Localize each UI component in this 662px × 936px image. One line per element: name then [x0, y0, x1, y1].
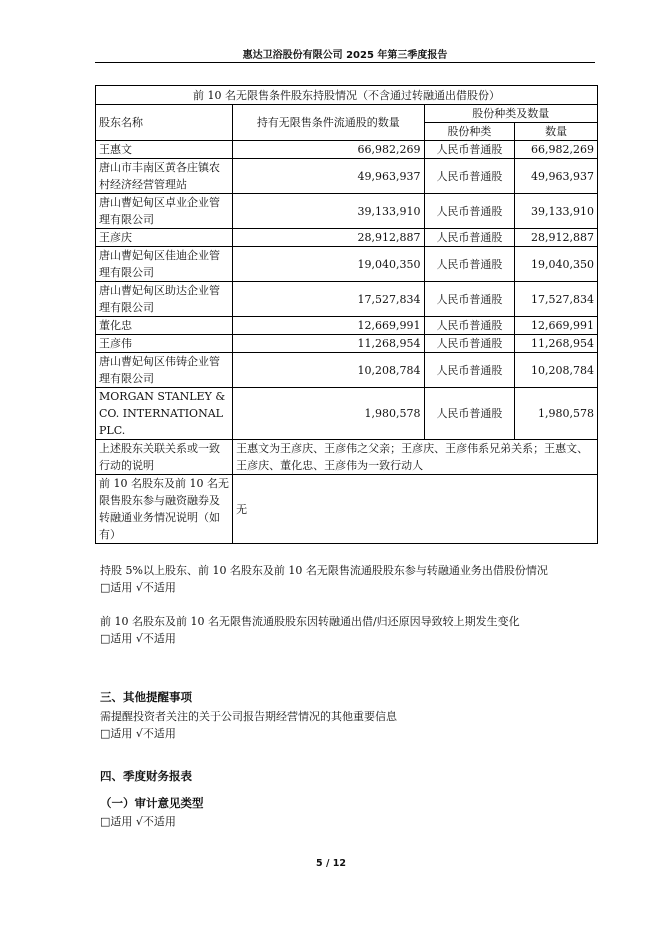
- section-other-reminders: 三、其他提醒事项: [100, 690, 192, 704]
- holder-kind: 人民币普通股: [424, 194, 515, 229]
- table-row: [96, 317, 598, 335]
- holder-name: MORGAN STANLEY & CO. INTERNATIONAL PLC.: [96, 388, 233, 440]
- other-reminders-text: 需提醒投资者关注的关于公司报告期经营情况的其他重要信息: [100, 710, 397, 723]
- holder-qty: 39,133,910: [233, 194, 424, 229]
- holder-kind: 人民币普通股: [424, 388, 515, 440]
- holder-kind: 人民币普通股: [424, 282, 515, 317]
- holder-count: 66,982,269: [515, 141, 598, 159]
- holder-kind: 人民币普通股: [424, 247, 515, 282]
- holder-name: 唐山曹妃甸区助达企业管理有限公司: [96, 282, 233, 317]
- holder-name: 董化忠: [96, 317, 233, 335]
- lending-applicability: □适用 √不适用: [100, 581, 176, 594]
- holder-qty: 17,527,834: [233, 282, 424, 317]
- holder-kind: 人民币普通股: [424, 317, 515, 335]
- holder-kind: 人民币普通股: [424, 353, 515, 388]
- holder-name: 唐山曹妃甸区佳迪企业管理有限公司: [96, 247, 233, 282]
- holder-kind: 人民币普通股: [424, 229, 515, 247]
- table-row: [96, 159, 598, 194]
- holder-qty: 10,208,784: [233, 353, 424, 388]
- holder-qty: 12,669,991: [233, 317, 424, 335]
- table-row: [96, 353, 598, 388]
- holder-name: 王彦伟: [96, 335, 233, 353]
- holder-name: 唐山曹妃甸区伟铸企业管理有限公司: [96, 353, 233, 388]
- relation-text: 王惠文为王彦庆、王彦伟之父亲；王彦庆、王彦伟系兄弟关系；王惠文、王彦庆、董化忠、王彦伟为一致行动人: [233, 440, 598, 475]
- header-unrestricted-qty: 持有无限售条件流通股的数量: [233, 105, 424, 141]
- holder-name: 王彦庆: [96, 229, 233, 247]
- holder-name: 唐山曹妃甸区卓业企业管理有限公司: [96, 194, 233, 229]
- audit-opinion-applicability: □适用 √不适用: [100, 815, 176, 828]
- relation-label: 上述股东关联关系或一致行动的说明: [96, 440, 233, 475]
- table-row: [96, 282, 598, 317]
- holder-qty: 19,040,350: [233, 247, 424, 282]
- holder-count: 11,268,954: [515, 335, 598, 353]
- other-reminders-applicability: □适用 √不适用: [100, 727, 176, 740]
- lending-change-disclosure: 前 10 名股东及前 10 名无限售流通股股东因转融通出借/归还原因导致较上期发生变化: [100, 615, 520, 628]
- section-financial-statements: 四、季度财务报表: [100, 769, 192, 783]
- lending-disclosure: 持股 5%以上股东、前 10 名股东及前 10 名无限售流通股股东参与转融通业务出借股份情况: [100, 564, 548, 577]
- holder-count: 19,040,350: [515, 247, 598, 282]
- holder-qty: 66,982,269: [233, 141, 424, 159]
- holder-kind: 人民币普通股: [424, 141, 515, 159]
- holder-count: 17,527,834: [515, 282, 598, 317]
- page-number: 5 / 12: [316, 858, 346, 869]
- holder-count: 39,133,910: [515, 194, 598, 229]
- header-share-count: 数量: [515, 123, 598, 141]
- holder-count: 1,980,578: [515, 388, 598, 440]
- table-row: [96, 388, 598, 440]
- holder-kind: 人民币普通股: [424, 335, 515, 353]
- holder-qty: 1,980,578: [233, 388, 424, 440]
- margin-trading-label: 前 10 名股东及前 10 名无限售股东参与融资融券及转融通业务情况说明（如有）: [96, 475, 233, 544]
- report-header: 惠达卫浴股份有限公司 2025 年第三季度报告: [242, 50, 448, 61]
- holder-qty: 11,268,954: [233, 335, 424, 353]
- header-share-kind: 股份种类: [424, 123, 515, 141]
- lending-change-applicability: □适用 √不适用: [100, 632, 176, 645]
- top10-unrestricted-holders-table: [95, 85, 598, 544]
- holder-kind: 人民币普通股: [424, 159, 515, 194]
- header-share-kind-qty: 股份种类及数量: [424, 105, 597, 123]
- table-row: [96, 194, 598, 229]
- holder-qty: 49,963,937: [233, 159, 424, 194]
- holder-count: 49,963,937: [515, 159, 598, 194]
- holder-count: 12,669,991: [515, 317, 598, 335]
- holder-name: 王惠文: [96, 141, 233, 159]
- table-row: [96, 141, 598, 159]
- table-title: 前 10 名无限售条件股东持股情况（不含通过转融通出借股份）: [96, 86, 598, 105]
- margin-trading-text: 无: [233, 475, 598, 544]
- table-row: [96, 247, 598, 282]
- holder-name: 唐山市丰南区黄各庄镇农村经济经营管理站: [96, 159, 233, 194]
- holder-count: 10,208,784: [515, 353, 598, 388]
- table-row: [96, 335, 598, 353]
- header-holder-name: 股东名称: [96, 105, 233, 141]
- header-divider: [95, 62, 595, 63]
- subsection-audit-opinion: （一）审计意见类型: [100, 796, 204, 810]
- holder-qty: 28,912,887: [233, 229, 424, 247]
- table-row: [96, 229, 598, 247]
- holder-count: 28,912,887: [515, 229, 598, 247]
